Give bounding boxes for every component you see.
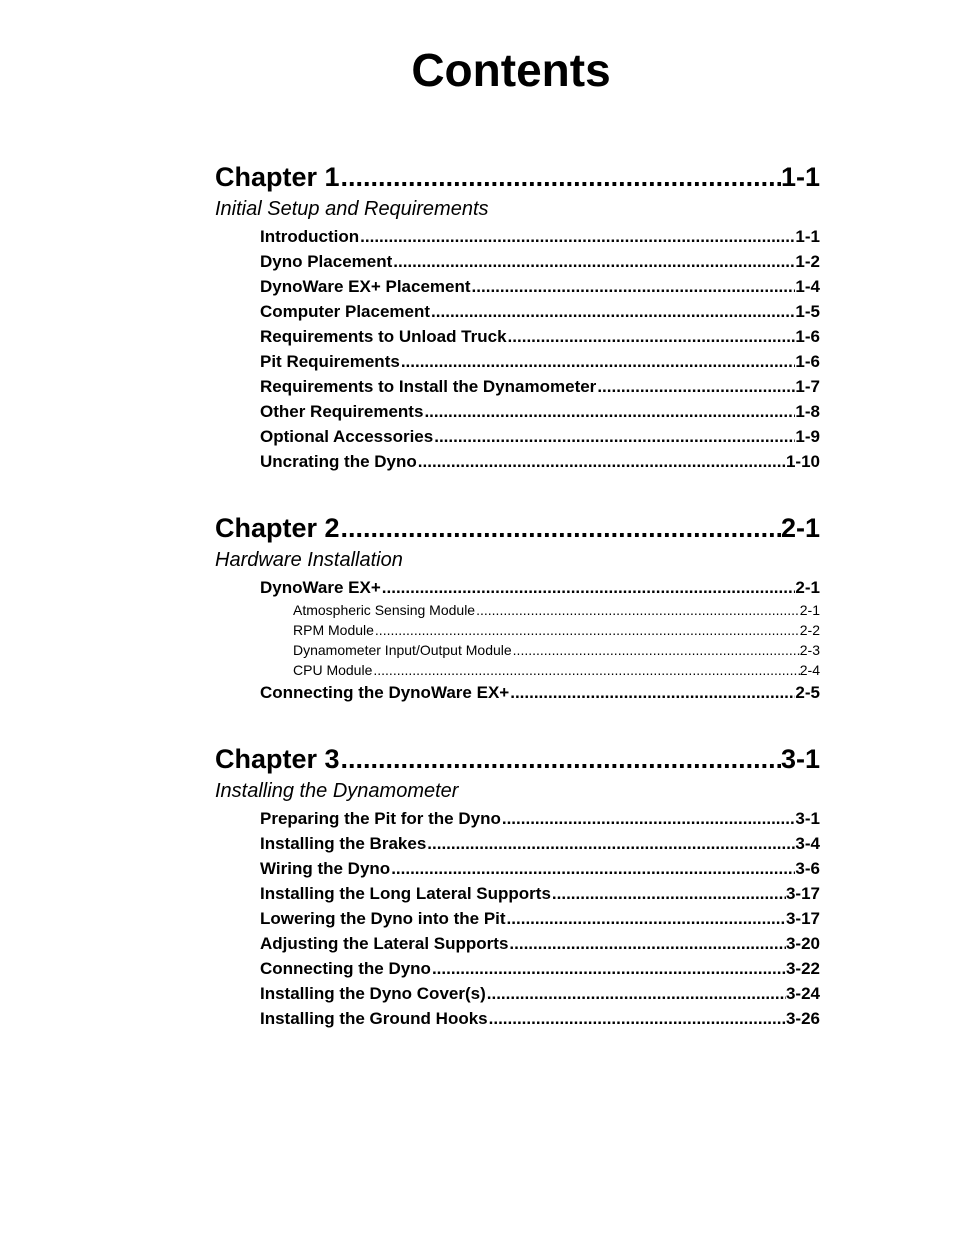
entry-page: 3-6 (795, 859, 820, 878)
dot-leader (340, 740, 781, 778)
entry-title: Lowering the Dyno into the Pit (260, 909, 506, 928)
toc-entry[interactable] (260, 831, 820, 856)
chapter-1-subtitle: Initial Setup and Requirements (215, 198, 489, 220)
toc-subentry[interactable] (293, 640, 820, 660)
dot-leader (488, 1006, 786, 1031)
dot-leader (359, 224, 795, 249)
entry-page: 1-8 (795, 402, 820, 421)
dot-leader (340, 158, 781, 196)
entry-page: 1-9 (795, 427, 820, 446)
entry-title: Connecting the Dyno (260, 959, 431, 978)
chapter-2-heading[interactable] (215, 509, 820, 547)
entry-title: Installing the Ground Hooks (260, 1009, 488, 1028)
subentry-page: 2-3 (799, 642, 820, 658)
toc-entry[interactable] (260, 274, 820, 299)
entry-title: Computer Placement (260, 302, 431, 321)
toc-entry[interactable] (260, 249, 820, 274)
dot-leader (417, 449, 786, 474)
dot-leader (509, 680, 795, 705)
entry-title: Installing the Dyno Cover(s) (260, 984, 486, 1003)
dot-leader (431, 956, 786, 981)
subentry-page: 2-1 (799, 602, 820, 618)
toc-entry[interactable] (260, 299, 820, 324)
dot-leader (501, 806, 796, 831)
toc-entry[interactable] (260, 224, 820, 249)
toc-entry[interactable] (260, 906, 820, 931)
entry-page: 3-24 (785, 984, 820, 1003)
chapter-1-heading[interactable] (215, 158, 820, 196)
toc-entry[interactable] (260, 931, 820, 956)
entry-title: Uncrating the Dyno (260, 452, 417, 471)
dot-leader (596, 374, 795, 399)
toc-subentry[interactable] (293, 620, 820, 640)
dot-leader (423, 399, 795, 424)
section-spacer (215, 474, 820, 509)
dot-leader (551, 881, 786, 906)
entry-title: Installing the Long Lateral Supports (260, 884, 551, 903)
toc-entry[interactable] (260, 399, 820, 424)
chapter-3-subtitle: Installing the Dynamometer (215, 780, 459, 802)
toc-entry[interactable] (260, 680, 820, 705)
dot-leader (512, 640, 800, 660)
entry-title: DynoWare EX+ Placement (260, 277, 471, 296)
dot-leader (381, 575, 796, 600)
entry-title: Introduction (260, 227, 360, 246)
subentry-page: 2-2 (799, 622, 820, 638)
chapter-page: 1-1 (780, 162, 820, 192)
dot-leader (372, 660, 799, 680)
entry-page: 3-26 (785, 1009, 820, 1028)
entry-title: Requirements to Install the Dynamometer (260, 377, 597, 396)
toc-entry[interactable] (260, 449, 820, 474)
entry-page: 1-2 (795, 252, 820, 271)
dot-leader (430, 299, 795, 324)
entry-title: Requirements to Unload Truck (260, 327, 507, 346)
dot-leader (426, 831, 795, 856)
dot-leader (507, 324, 796, 349)
chapter-label: Chapter 1 (215, 162, 340, 192)
dot-leader (475, 600, 800, 620)
entry-title: Connecting the DynoWare EX+ (260, 683, 510, 702)
dot-leader (508, 931, 786, 956)
toc-entry[interactable] (260, 806, 820, 831)
toc-entry[interactable] (260, 956, 820, 981)
dot-leader (340, 509, 781, 547)
toc-subentry[interactable] (293, 600, 820, 620)
dot-leader (471, 274, 796, 299)
entry-page: 2-5 (795, 683, 820, 702)
subentry-title: Atmospheric Sensing Module (293, 602, 476, 618)
toc-subentry[interactable] (293, 660, 820, 680)
toc-entry[interactable] (260, 981, 820, 1006)
dot-leader (400, 349, 796, 374)
entry-page: 3-4 (795, 834, 820, 853)
toc-entry[interactable] (260, 374, 820, 399)
toc-entry[interactable] (260, 324, 820, 349)
toc-entry[interactable] (260, 856, 820, 881)
toc-entry[interactable] (260, 1006, 820, 1031)
entry-title: Preparing the Pit for the Dyno (260, 809, 501, 828)
chapter-label: Chapter 2 (215, 513, 340, 543)
entry-page: 3-17 (785, 884, 820, 903)
section-spacer (215, 705, 820, 740)
entry-page: 3-17 (785, 909, 820, 928)
entry-title: Optional Accessories (260, 427, 434, 446)
entry-page: 1-4 (795, 277, 820, 296)
chapter-page: 2-1 (780, 513, 820, 543)
dot-leader (374, 620, 800, 640)
toc-entry[interactable] (260, 424, 820, 449)
entry-page: 3-22 (785, 959, 820, 978)
entry-page: 1-6 (795, 327, 820, 346)
dot-leader (392, 249, 795, 274)
chapter-label: Chapter 3 (215, 744, 340, 774)
table-of-contents (215, 158, 820, 1031)
toc-entry[interactable] (260, 349, 820, 374)
entry-page: 2-1 (795, 578, 820, 597)
dot-leader (486, 981, 786, 1006)
dot-leader (390, 856, 795, 881)
entry-title: DynoWare EX+ (260, 578, 381, 597)
subentry-title: RPM Module (293, 622, 374, 638)
toc-entry[interactable] (260, 575, 820, 600)
entry-title: Adjusting the Lateral Supports (260, 934, 509, 953)
dot-leader (433, 424, 795, 449)
entry-title: Wiring the Dyno (260, 859, 391, 878)
subentry-page: 2-4 (799, 662, 820, 678)
entry-title: Pit Requirements (260, 352, 400, 371)
chapter-2-subtitle: Hardware Installation (215, 549, 403, 571)
entry-title: Installing the Brakes (260, 834, 427, 853)
entry-page: 3-1 (795, 809, 820, 828)
dot-leader (506, 906, 786, 931)
entry-page: 1-7 (795, 377, 820, 396)
entry-page: 1-6 (795, 352, 820, 371)
entry-page: 3-20 (785, 934, 820, 953)
entry-title: Dyno Placement (260, 252, 393, 271)
chapter-page: 3-1 (780, 744, 820, 774)
toc-entry[interactable] (260, 881, 820, 906)
entry-title: Other Requirements (260, 402, 424, 421)
chapter-3-heading[interactable] (215, 740, 820, 778)
subentry-title: CPU Module (293, 662, 373, 678)
entry-page: 1-10 (785, 452, 820, 471)
entry-page: 1-1 (795, 227, 820, 246)
page-title: Contents (411, 44, 611, 96)
subentry-title: Dynamometer Input/Output Module (293, 642, 512, 658)
entry-page: 1-5 (795, 302, 820, 321)
